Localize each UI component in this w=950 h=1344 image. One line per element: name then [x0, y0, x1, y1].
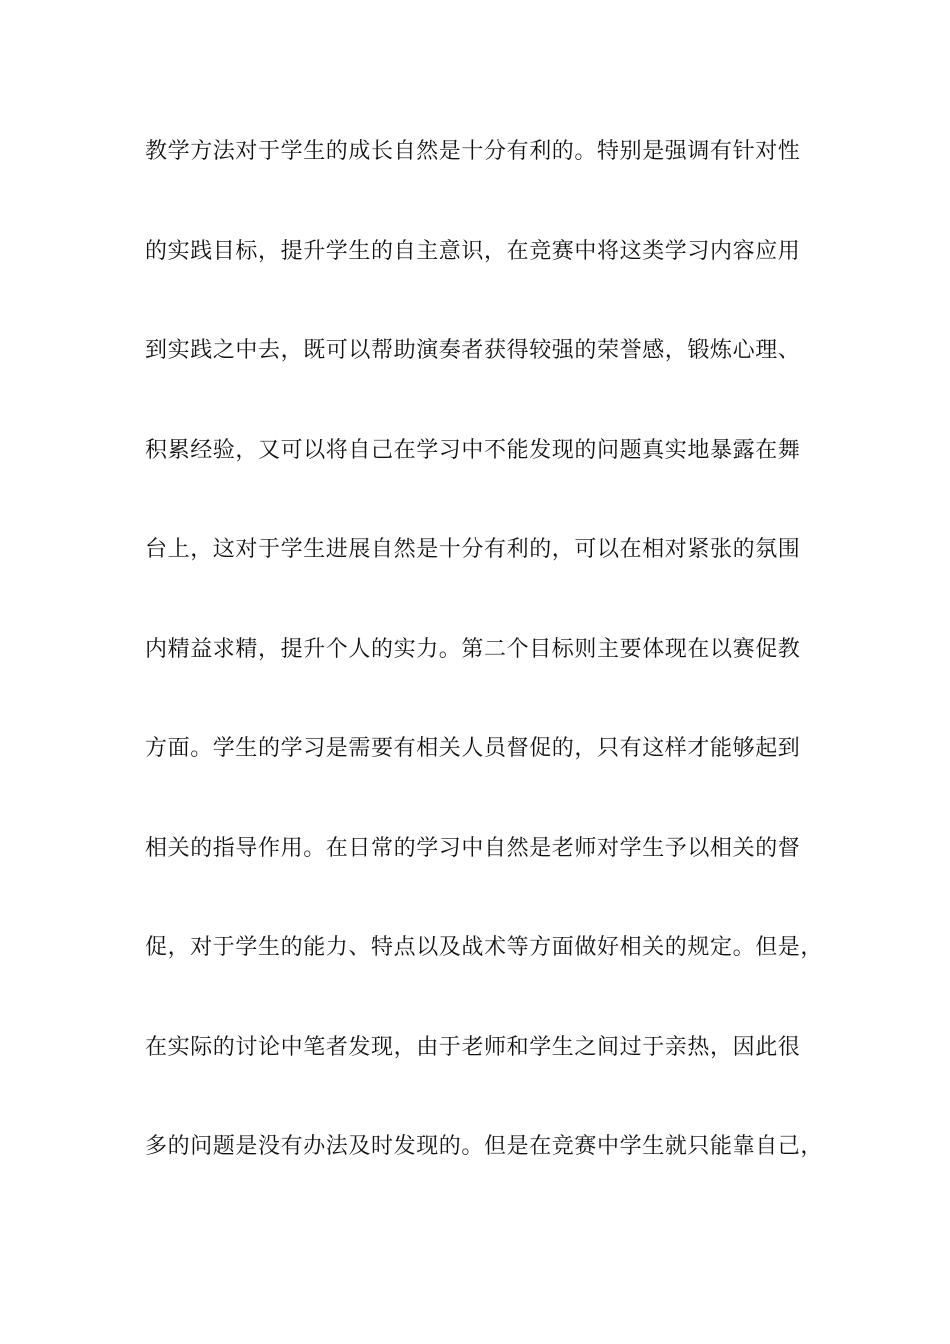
- paragraph-line-6: 内精益求精，提升个人的实力。第二个目标则主要体现在以赛促教: [145, 636, 801, 662]
- paragraph-line-3: 到实践之中去，既可以帮助演奏者获得较强的荣誉感，锻炼心理、: [145, 338, 801, 363]
- paragraph-line-11: 多的问题是没有办法及时发现的。但是在竞赛中学生就只能靠自己，: [145, 1134, 824, 1159]
- paragraph-line-8: 相关的指导作用。在日常的学习中自然是老师对学生予以相关的督: [145, 835, 801, 861]
- paragraph-line-10: 在实际的讨论中笔者发现，由于老师和学生之间过于亲热，因此很: [145, 1034, 801, 1060]
- paragraph-line-4: 积累经验，又可以将自己在学习中不能发现的问题真实地暴露在舞: [145, 437, 801, 463]
- paragraph-line-7: 方面。学生的学习是需要有相关人员督促的，只有这样才能够起到: [145, 736, 801, 761]
- document-body: [145, 128, 824, 1223]
- paragraph-line-9: 促，对于学生的能力、特点以及战术等方面做好相关的规定。但是，: [145, 935, 824, 960]
- paragraph-line-2: 的实践目标，提升学生的自主意识，在竞赛中将这类学习内容应用: [145, 238, 801, 264]
- paragraph-line-5: 台上，这对于学生进展自然是十分有利的，可以在相对紧张的氛围: [145, 537, 801, 562]
- paragraph-line-1: 教学方法对于学生的成长自然是十分有利的。特别是强调有针对性: [145, 139, 801, 164]
